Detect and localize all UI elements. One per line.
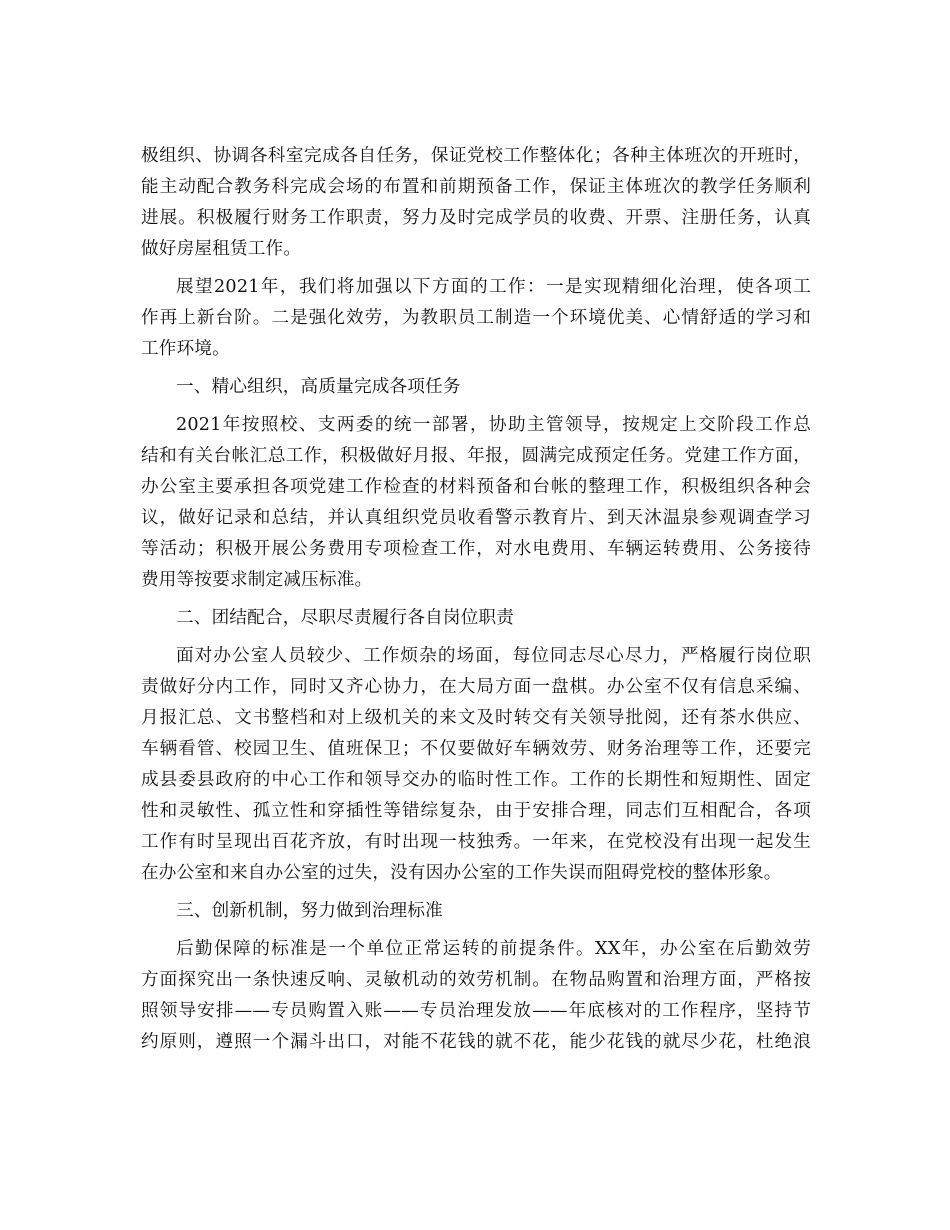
text-line: 进展。积极履行财务工作职责，努力及时完成学员的收费、开票、注册任务，认真: [141, 208, 811, 228]
text-line: 结和有关台帐汇总工作，积极做好月报、年报，圆满完成预定任务。党建工作方面，: [141, 446, 811, 466]
text-line: 面对办公室人员较少、工作烦杂的场面，每位同志尽心尽力，严格履行岗位职: [176, 646, 811, 666]
text-line: 费用等按要求制定减压标准。: [141, 570, 373, 590]
text-line: 能主动配合教务科完成会场的布置和前期预备工作，保证主体班次的教学任务顺利: [141, 177, 811, 197]
text-line: 议，做好记录和总结，并认真组织党员收看警示教育片、到天沐温泉参观调查学习: [141, 508, 811, 528]
text-line: 办公室主要承担各项党建工作检查的材料预备和台帐的整理工作，积极组织各种会: [141, 477, 811, 497]
text-line: 责做好分内工作，同时又齐心协力，在大局方面一盘棋。办公室不仅有信息采编、: [141, 677, 811, 697]
section-heading-1: [141, 372, 811, 403]
section-heading-2: [141, 603, 811, 634]
text-line: 工作环境。: [141, 339, 230, 359]
text-line: 照领导安排——专员购置入账——专员治理发放——年底核对的工作程序，坚持节: [141, 1001, 811, 1021]
document-body: [141, 141, 811, 1058]
heading-text: 二、团结配合，尽职尽责履行各自岗位职责: [176, 608, 515, 628]
text-line: 作再上新台阶。二是强化效劳，为教职员工制造一个环境优美、心情舒适的学习和: [141, 308, 811, 328]
text-line: 成县委县政府的中心工作和领导交办的临时性工作。工作的长期性和短期性、固定: [141, 770, 811, 790]
text-line: 等活动；积极开展公务费用专项检查工作，对水电费用、车辆运转费用、公务接待: [141, 539, 811, 559]
section-heading-3: [141, 896, 811, 927]
text-line: 性和灵敏性、孤立性和穿插性等错综复杂，由于安排合理，同志们互相配合，各项: [141, 801, 811, 821]
paragraph-section-3: [141, 934, 811, 1058]
text-line: 做好房屋租赁工作。: [141, 239, 302, 259]
text-line: 车辆看管、校园卫生、值班保卫；不仅要做好车辆效劳、财务治理等工作，还要完: [141, 739, 811, 759]
paragraph-outlook: [141, 272, 811, 365]
heading-text: 三、创新机制，努力做到治理标准: [176, 901, 443, 921]
text-line: 月报汇总、文书整档和对上级机关的来文及时转交有关领导批阅，还有茶水供应、: [141, 708, 811, 728]
text-line: 后勤保障的标准是一个单位正常运转的前提条件。XX年，办公室在后勤效劳: [176, 939, 811, 959]
paragraph-continuation: [141, 141, 811, 265]
paragraph-section-2: [141, 641, 811, 889]
text-line: 展望2021年，我们将加强以下方面的工作：一是实现精细化治理，使各项工: [176, 277, 811, 297]
text-line: 极组织、协调各科室完成各自任务，保证党校工作整体化；各种主体班次的开班时，: [141, 146, 811, 166]
text-line: 2021年按照校、支两委的统一部署，协助主管领导，按规定上交阶段工作总: [176, 415, 811, 435]
heading-text: 一、精心组织，高质量完成各项任务: [176, 377, 461, 397]
text-line: 方面探究出一条快速反响、灵敏机动的效劳机制。在物品购置和治理方面，严格按: [141, 970, 811, 990]
text-line: 工作有时呈现出百花齐放，有时出现一枝独秀。一年来，在党校没有出现一起发生: [141, 832, 811, 852]
text-line: 在办公室和来自办公室的过失，没有因办公室的工作失误而阻碍党校的整体形象。: [141, 863, 782, 883]
paragraph-section-1: [141, 410, 811, 596]
text-line: 约原则，遵照一个漏斗出口，对能不花钱的就不花，能少花钱的就尽少花，杜绝浪: [141, 1032, 811, 1052]
